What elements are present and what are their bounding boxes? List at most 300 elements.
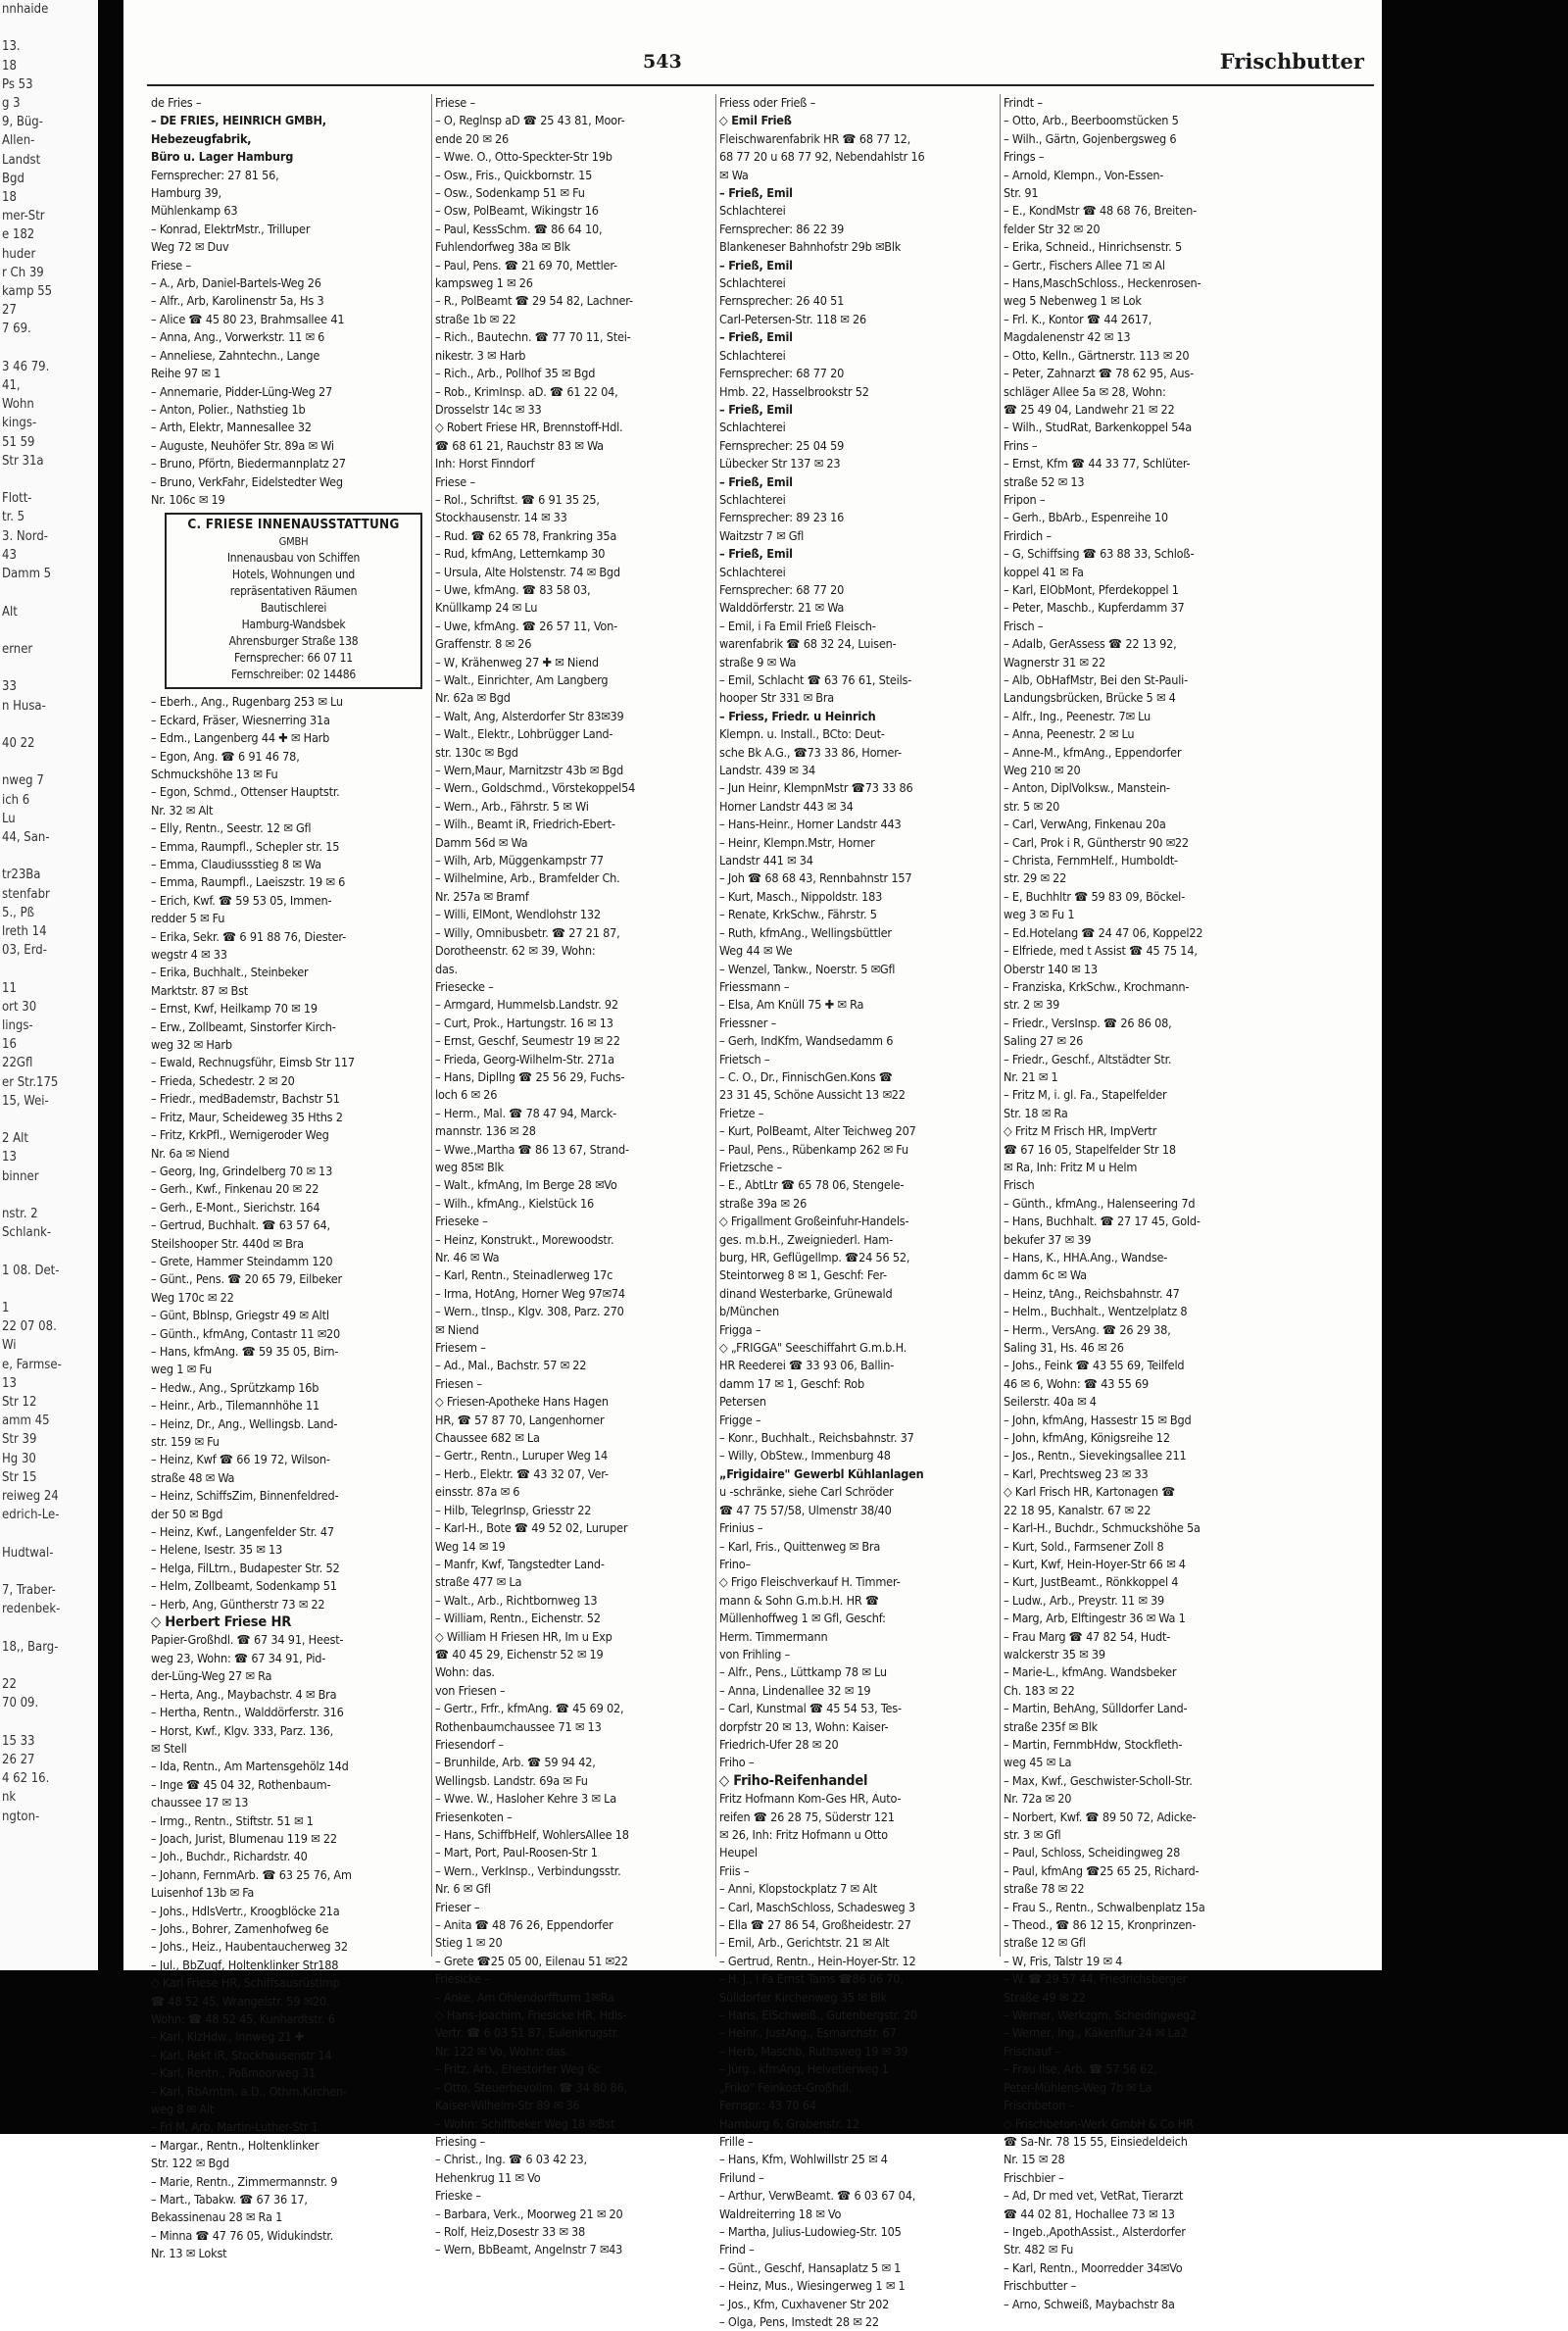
directory-entry-line: – Frau Ilse, Arb. ☎ 57 56 62, [1004,2061,1157,2077]
directory-entry-line: Saling 27 ✉ 26 [1004,1033,1084,1049]
directory-entry-line: – Alice ☎ 45 80 23, Brahmsallee 41 [151,311,345,326]
directory-column-4 [1004,94,1281,2311]
directory-entry-line: Landstr 441 ✉ 34 [719,853,813,868]
directory-entry-line: Heupel [719,1845,758,1860]
directory-entry-line: – Heinr., JustAng., Esmarchstr. 67 [719,2025,897,2041]
directory-entry-line: ◇ Friesen-Apotheke Hans Hagen [435,1394,609,1410]
directory-entry-line: Friess oder Frieß – [719,95,816,110]
directory-entry-line: Hmb. 22, Hasselbrookstr 52 [719,383,869,399]
directory-entry-line: Landungsbrücken, Brücke 5 ✉ 4 [1004,690,1176,706]
facing-page-text: 13 [2,1150,17,1166]
directory-entry-line: – Rich., Bautechn. ☎ 77 70 11, Stei- [435,329,631,345]
directory-entry-line: straße 52 ✉ 13 [1004,473,1085,489]
directory-entry-line: von Friesen – [435,1682,506,1698]
directory-entry-line: dinand Westerbarke, Grünewald [719,1285,893,1301]
directory-entry-line: Fernsprecher: 86 22 39 [719,221,845,236]
directory-entry-line: Saling 31, Hs. 46 ✉ 26 [1004,1340,1124,1356]
directory-entry-line: schläger Allee 5a ✉ 28, Wohn: [1004,383,1166,399]
directory-entry-line: – Anke, Am Ohlendorffturm 1✉Ra [435,1989,614,2005]
directory-entry-line: – Hans, Buchhalt. ☎ 27 17 45, Gold- [1004,1214,1200,1229]
scan-border-right [1382,0,1568,2134]
facing-page-text: 41, [2,378,21,394]
directory-entry-line: – Joh ☎ 68 68 43, Rennbahnstr 157 [719,870,912,886]
directory-entry-line: – Ed.Hotelang ☎ 24 47 06, Koppel22 [1004,924,1203,940]
directory-entry-line: – Herta, Ang., Maybachstr. 4 ✉ Bra [151,1686,337,1702]
directory-entry-line: Frischbeton – [1004,2098,1075,2113]
directory-entry-line: – Herb., Elektr. ☎ 43 32 07, Ver- [435,1465,609,1481]
directory-entry-line: – Rol., Schriftst. ☎ 6 91 35 25, [435,491,600,507]
facing-page-text [0,1524,98,1543]
facing-page-text: tr23Ba [2,868,41,883]
directory-entry-line: Frings – [1004,149,1045,165]
directory-entry-line: – Fritz, KrkPfl., Wernigeroder Weg [151,1127,329,1143]
directory-entry-line: – Günth., kfmAng., Halenseering 7d [1004,1195,1196,1211]
directory-entry-line: – Peter, Zahnarzt ☎ 78 62 95, Aus- [1004,366,1194,381]
facing-page-text: 7 69. [2,322,31,337]
facing-page-text [0,621,98,640]
directory-entry-line: – Karl, Rentn., Moorredder 34✉Vo [1004,2259,1183,2275]
directory-entry-line: ✉ Niend [435,1321,479,1337]
directory-entry-line: Nr. 122 ✉ Vo, Wohn: das. [435,2043,569,2058]
directory-entry-line: – Fritz M, i. gl. Fa., Stapelfelder [1004,1087,1167,1103]
directory-entry-line: felder Str 32 ✉ 20 [1004,221,1101,236]
advertisement-line: Hamburg-Wandsbek [241,618,346,632]
directory-entry-line: – Erika, Sekr. ☎ 6 91 88 76, Diester- [151,928,346,944]
directory-entry-line: ☎ 25 49 04, Landwehr 21 ✉ 22 [1004,401,1175,417]
facing-page-text: Lu [2,811,16,826]
directory-entry-line: – Mart., Tabakw. ☎ 67 36 17, [151,2192,308,2207]
facing-page-text: tr. 5 [2,510,25,525]
directory-entry-line: – Marie-L., kfmAng. Wandsbeker [1004,1664,1177,1680]
directory-entry-line: – Paul, kfmAng ☎25 65 25, Richard- [1004,1862,1200,1878]
directory-entry-line: – Helene, Isestr. 35 ✉ 13 [151,1542,282,1558]
advertisement-line: repräsentativen Räumen [229,584,358,599]
directory-entry-line: – Jürg., kfmAng, Helvetierweg 1 [719,2061,889,2077]
directory-entry-line: wegstr 4 ✉ 33 [151,947,227,963]
directory-entry-line: Fritz Hofmann Kom-Ges HR, Auto- [719,1791,902,1807]
directory-entry-line: weg 8 ✉ Alt [151,2102,215,2117]
directory-entry-line: Nr. 62a ✉ Bgd [435,690,511,706]
directory-entry-line: Nr. 21 ✉ 1 [1004,1068,1058,1084]
directory-entry-line: – H. J., i Fa Ernst Tams ☎86 06 70, [719,1971,904,1987]
directory-entry-line: Blankeneser Bahnhofstr 29b ✉Blk [719,239,902,255]
directory-column-3 [719,94,997,2329]
facing-page-text [0,19,98,37]
directory-entry-line: – Paul, Pens. ☎ 21 69 70, Mettler- [435,257,617,273]
facing-page-fragment [0,0,99,1970]
directory-entry-line: Fuhlendorfweg 38a ✉ Blk [435,239,571,255]
directory-entry-line: – Kurt, JustBeamt., Rönkkoppel 4 [1004,1574,1179,1590]
directory-entry-line: – Wilh., kfmAng., Kielstück 16 [435,1195,594,1211]
directory-entry-line: Seilerstr. 40a ✉ 4 [1004,1394,1097,1410]
facing-page-text: Str 12 [2,1395,37,1411]
directory-entry-line: – A., Arb, Daniel-Bartels-Weg 26 [151,275,321,291]
directory-entry-line: – Paul, Schloss, Scheidingweg 28 [1004,1845,1181,1860]
directory-entry-line: Wagnerstr 31 ✉ 22 [1004,654,1106,670]
directory-entry-line: Frind – [719,2242,755,2257]
directory-entry-line: Frischbutter – [1004,2278,1077,2294]
directory-entry-line: Frietsch – [719,1051,770,1066]
facing-page-text: ich 6 [2,792,30,808]
directory-entry-line: str. 5 ✉ 20 [1004,798,1060,814]
directory-entry-line: – W, Fris, Talstr 19 ✉ 4 [1004,1953,1123,1968]
directory-entry-line: – Franziska, KrkSchw., Krochmann- [1004,978,1190,994]
directory-entry-line: – Uwe, kfmAng. ☎ 26 57 11, Von- [435,618,618,633]
directory-entry-line: – Wwe. W., Hasloher Kehre 3 ✉ La [435,1791,616,1807]
directory-entry-line: – Frieß, Emil [719,185,793,201]
directory-entry-line: – Frau S., Rentn., Schwalbenplatz 15a [1004,1899,1205,1914]
directory-entry-line: loch 6 ✉ 26 [435,1087,498,1103]
directory-entry-line: Frieseke – [435,1214,488,1229]
directory-entry-line: Klempn. u. Install., BCto: Deut- [719,726,885,742]
directory-entry-line: str. 29 ✉ 22 [1004,870,1067,886]
facing-page-text: 15 33 [2,1733,35,1749]
directory-entry-line: – Elly, Rentn., Seestr. 12 ✉ Gfl [151,820,312,836]
directory-entry-line: ◇ William H Friesen HR, Im u Exp [435,1628,612,1644]
column-rule [1000,94,1001,1957]
facing-page-text [0,716,98,734]
directory-entry-line: ◇ Emil Frieß [719,113,792,128]
directory-entry-line: Straße 49 ✉ 22 [1004,1989,1086,2005]
directory-entry-line: straße 235f ✉ Blk [1004,1718,1099,1734]
directory-entry-line: – Johs., HdlsVertr., Kroogblöcke 21a [151,1903,340,1918]
directory-entry-line: – Olga, Pens, Imstedt 28 ✉ 22 [719,2313,879,2329]
directory-entry-line: – Anna, Lindenallee 32 ✉ 19 [719,1682,871,1698]
directory-entry-line: Horner Landstr 443 ✉ 34 [719,798,854,814]
facing-page-text: 3. Nord- [2,528,48,544]
directory-entry-line: Friesicke – [435,1971,490,1987]
directory-entry-line: Hebezeugfabrik, [151,130,252,146]
facing-page-text: 18 [2,190,17,206]
directory-entry-line: – Rob., KrimInsp. aD. ☎ 61 22 04, [435,383,618,399]
directory-entry-line: – Frieda, Schedestr. 2 ✉ 20 [151,1072,295,1088]
directory-entry-line: einsstr. 87a ✉ 6 [435,1484,520,1500]
directory-entry-line: – Arno, Schweiß, Maybachstr 8a [1004,2296,1175,2311]
directory-entry-line: – Carl, VerwAng, Finkenau 20a [1004,817,1166,832]
directory-entry-line: Hamburg 6, Grabenstr. 12 [719,2115,859,2131]
directory-entry-line: – Wilh., Beamt iR, Friedrich-Ebert- [435,817,615,832]
directory-entry-line: – Herb, Ang, Güntherstr 73 ✉ 22 [151,1596,325,1612]
facing-page-text [0,1657,98,1675]
directory-entry-line: – Gertrud, Rentn., Hein-Hoyer-Str. 12 [719,1953,916,1968]
directory-entry-line: straße 9 ✉ Wa [719,654,797,670]
directory-entry-line: – Bruno, VerkFahr, Eidelstedter Weg [151,473,343,489]
directory-entry-line: Luisenhof 13b ✉ Fa [151,1885,255,1901]
directory-entry-line: – Theod., ☎ 86 12 15, Kronprinzen- [1004,1917,1197,1933]
directory-entry-line: ◇ Karl Frisch HR, Kartonagen ☎ [1004,1484,1176,1500]
directory-entry-line: – Anna, Ang., Vorwerkstr. 11 ✉ 6 [151,329,325,345]
directory-entry-line: weg 32 ✉ Harb [151,1037,232,1053]
directory-entry-line: – Heinz, Kwf., Langenfelder Str. 47 [151,1524,334,1540]
directory-entry-line: – Friess, Friedr. u Heinrich [719,708,876,723]
facing-page-text: nstr. 2 [2,1207,38,1221]
directory-entry-line: – Johs., Bohrer, Zamenhofweg 6e [151,1920,329,1936]
facing-page-text: lings- [2,1017,33,1033]
directory-entry-line: – Gertr., Fischers Allee 71 ✉ Al [1004,257,1165,273]
directory-entry-line: – Egon, Schmd., Ottenser Hauptstr. [151,784,340,800]
facing-page-text: huder [2,246,36,262]
directory-entry-line: – Günt., Pens. ☎ 20 65 79, Eilbeker [151,1271,342,1287]
directory-entry-line: Chaussee 682 ✉ La [435,1430,540,1446]
directory-entry-line: – Ernst, Kwf, Heilkamp 70 ✉ 19 [151,1001,318,1017]
directory-entry-line: ◇ Karl Friese HR, Schiffsausrüstlmp [151,1975,340,1991]
directory-entry-line: b/München [719,1304,779,1319]
facing-page-text: Alt [2,604,18,620]
directory-entry-line: – Karl, KlzHdw., Innweg 21 ✚ [151,2029,305,2045]
directory-entry-line: Landstr. 439 ✉ 34 [719,763,815,778]
directory-entry-line: Friessmann – [719,978,790,994]
directory-entry-line: Reihe 97 ✉ 1 [151,366,221,381]
directory-entry-line: Schlachterei [719,564,786,579]
facing-page-text: 51 59 [2,434,35,450]
facing-page-text: 18,, Barg- [2,1639,59,1655]
directory-entry-line: Nr. 46 ✉ Wa [435,1250,500,1265]
directory-entry-line: – Otto, Arb., Beerboomstücken 5 [1004,113,1179,128]
directory-entry-line: Weg 170c ✉ 22 [151,1289,234,1305]
directory-entry-line: – Elfriede, med t Assist ☎ 45 75 14, [1004,943,1198,959]
directory-entry-line: – Inge ☎ 45 04 32, Rothenbaum- [151,1776,331,1792]
directory-entry-line: ende 20 ✉ 26 [435,130,510,146]
facing-page-text: 22 [2,1677,17,1693]
directory-entry-line: – Emma, Raumpfl., Schepler str. 15 [151,838,340,854]
directory-entry-line: „Friko" Feinkost-Großhdl. [719,2079,853,2095]
directory-entry-line: kampsweg 1 ✉ 26 [435,275,533,291]
directory-entry-line: – Frieß, Emil [719,473,793,489]
directory-entry-line: – Gerh., BbArb., Espenreihe 10 [1004,510,1168,525]
facing-page-text [0,1242,98,1261]
directory-entry-line: Knüllkamp 24 ✉ Lu [435,600,538,616]
directory-entry-line: – Herm., VersAng. ☎ 26 29 38, [1004,1321,1171,1337]
facing-page-text: e 182 [2,227,35,243]
directory-entry-line: ◇ Robert Friese HR, Brennstoff-Hdl. [435,420,623,435]
facing-page-text: 27 [2,303,17,319]
directory-entry-line: weg 85✉ Blk [435,1159,504,1174]
directory-entry-line: – Karl, RbAmtm. a.D., Othm.Kirchen- [151,2083,347,2099]
directory-page [123,0,1382,2329]
directory-entry-line: – Wilh, Arb, Müggenkampstr 77 [435,853,604,868]
directory-entry-line: – Hilb, TelegrInsp, Griesstr 22 [435,1502,592,1517]
facing-page-text: nk [2,1790,17,1806]
directory-entry-line: Nr. 32 ✉ Alt [151,802,214,818]
directory-entry-line: Fripon – [1004,491,1046,507]
directory-entry-line: – Elsa, Am Knüll 75 ✚ ✉ Ra [719,997,864,1013]
directory-entry-line: Frigga – [719,1321,761,1337]
directory-entry-line: – Karl, Prechtsweg 23 ✉ 33 [1004,1465,1149,1481]
directory-entry-line: – Ella ☎ 27 86 54, Großheidestr. 27 [719,1917,911,1933]
directory-entry-line: Herm. Timmermann [719,1628,828,1644]
directory-entry-line: – Wilh., StudRat, Barkenkoppel 54a [1004,420,1192,435]
directory-entry-line: Schlachterei [719,420,786,435]
facing-page-text: e, Farmse- [2,1357,62,1372]
directory-entry-line: – Friedr., medBademstr, Bachstr 51 [151,1091,340,1107]
directory-entry-line: – Kurt, Kwf, Hein-Hoyer-Str 66 ✉ 4 [1004,1556,1186,1571]
directory-entry-line: – Ruth, kfmAng., Wellingsbüttler [719,924,892,940]
facing-page-text: mer-Str [2,209,45,224]
directory-entry-line: Str. 18 ✉ Ra [1004,1105,1068,1120]
facing-page-text [0,753,98,771]
directory-entry-line: – Karl, ElObMont, Pferdekoppel 1 [1004,581,1179,597]
directory-entry-line: Frisch – [1004,618,1044,633]
facing-page-text: r Ch 39 [2,265,44,280]
directory-entry-line: – John, kfmAng, Königsreihe 12 [1004,1430,1170,1446]
directory-entry-line: Hamburg 39, [151,185,221,201]
directory-entry-line: Walddörferstr. 21 ✉ Wa [719,600,845,616]
directory-entry-line: str. 159 ✉ Fu [151,1434,220,1449]
directory-entry-line: – Hans, Kfm, Wohlwillstr 25 ✉ 4 [719,2152,888,2167]
advertisement-line: Innenausbau von Schiffen [226,551,361,566]
directory-entry-line: Nr. 15 ✉ 28 [1004,2152,1065,2167]
directory-entry-line: de Fries – [151,95,202,110]
facing-page-text: 44, San- [2,829,50,845]
directory-entry-line: – Konr., Buchhalt., Reichsbahnstr. 37 [719,1430,914,1446]
facing-page-text [0,1562,98,1581]
directory-entry-line: Frille – [719,2133,754,2149]
directory-entry-line: – Kurt, Masch., Nippoldstr. 183 [719,888,883,904]
facing-page-text: 7, Traber- [2,1583,56,1599]
directory-entry-line: straße 39a ✉ 26 [719,1195,808,1211]
directory-entry-line: – Karl-H., Buchdr., Schmuckshöhe 5a [1004,1520,1200,1536]
directory-entry-line: straße 78 ✉ 22 [1004,1881,1085,1897]
directory-entry-line: – Karl-H., Bote ☎ 49 52 02, Luruper [435,1520,628,1536]
directory-entry-line: 46 ✉ 6, Wohn: ☎ 43 55 69 [1004,1375,1150,1391]
facing-page-text: binner [2,1168,39,1184]
facing-page-text: amm 45 [2,1413,50,1429]
directory-entry-line: – Erw., Zollbeamt, Sinstorfer Kirch- [151,1018,336,1034]
directory-entry-line: – Rolf, Heiz,Dosestr 33 ✉ 38 [435,2223,586,2239]
facing-page-text: Str 39 [2,1432,37,1448]
directory-entry-line: Weg 72 ✉ Duv [151,239,229,255]
directory-entry-line: Ch. 183 ✉ 22 [1004,1682,1075,1698]
directory-entry-line: redder 5 ✉ Fu [151,911,225,926]
directory-entry-line: burg, HR, Geflügellmp. ☎24 56 52, [719,1250,910,1265]
directory-entry-line: – Hans, SchiffbHelf, WohlersAllee 18 [435,1827,629,1842]
directory-entry-line: – Günt., Geschf, Hansaplatz 5 ✉ 1 [719,2259,902,2275]
directory-entry-line: warenfabrik ☎ 68 32 24, Luisen- [719,636,897,652]
directory-entry-line: – Frieda, Georg-Wilhelm-Str. 271a [435,1051,614,1066]
facing-page-text: Bgd [2,171,24,186]
directory-entry-line: – Joh., Buchdr., Richardstr. 40 [151,1849,308,1864]
directory-entry-line: – Rud. ☎ 62 65 78, Frankring 35a [435,527,617,543]
directory-entry-line: – Hans, Dipllng ☎ 25 56 29, Fuchs- [435,1068,625,1084]
directory-entry-line: – Hans, ElSchweiß., Gutenbergstr. 20 [719,2008,917,2023]
directory-entry-line: – Adalb, GerAssess ☎ 22 13 92, [1004,636,1177,652]
directory-entry-line: Fernsprecher: 26 40 51 [719,293,845,309]
directory-entry-line: – Friedr., VersInsp. ☎ 26 86 08, [1004,1015,1172,1030]
facing-page-text: 33 [2,679,17,695]
directory-entry-line: 22 18 95, Kanalstr. 67 ✉ 22 [1004,1502,1152,1517]
directory-entry-line: – Werner, Werkzgm, Scheidingweg2 [1004,2008,1197,2023]
directory-entry-line: – Heinz, Konstrukt., Morewoodstr. [435,1231,614,1247]
directory-entry-line: – Arth, Elektr, Mannesallee 32 [151,420,312,435]
directory-entry-line: Magdalenenstr 42 ✉ 13 [1004,329,1131,345]
directory-entry-line: Weg 44 ✉ We [719,943,793,959]
facing-page-text: 03, Erd- [2,943,47,959]
directory-entry-line: – Heinz, Mus., Wiesingerweg 1 ✉ 1 [719,2278,906,2294]
directory-entry-line: weg 1 ✉ Fu [151,1362,212,1377]
directory-entry-line: – Minna ☎ 47 76 05, Widukindstr. [151,2227,334,2243]
directory-entry-line: Müllenhoffweg 1 ✉ Gfl, Geschf: [719,1611,886,1626]
facing-page-text: ngton- [2,1809,40,1824]
directory-entry-line: Frigge – [719,1412,761,1427]
directory-entry-line: – Helga, FilLtrn., Budapester Str. 52 [151,1560,340,1575]
directory-entry-line: – Jul., BbZugf, Holtenklinker Str188 [151,1957,339,1972]
facing-page-text: 15, Wei- [2,1093,49,1109]
directory-entry-line: – Willy, ObStew., Immenburg 48 [719,1448,891,1463]
facing-page-text: Ps 53 [2,76,33,92]
directory-entry-line: – Karl, Rentn., Poßmoorweg 31 [151,2065,316,2081]
directory-entry-line: – Carl, Prok i R, Güntherstr 90 ✉22 [1004,834,1189,850]
header-rule [147,84,1374,86]
facing-page-text [0,847,98,866]
directory-entry-line: – Walt., Einrichter, Am Langberg [435,672,609,687]
directory-entry-line: – O, Reglnsp aD ☎ 25 43 81, Moor- [435,113,625,128]
directory-entry-line: Nr. 257a ✉ Bramf [435,888,529,904]
directory-entry-line: – Ewald, Rechnugsführ, Eimsb Str 117 [151,1055,355,1070]
directory-entry-line: – Ludw., Arb., Preystr. 11 ✉ 39 [1004,1592,1165,1608]
advertisement-line: Fernsprecher: 66 07 11 [234,651,353,666]
directory-entry-line: ◇ Frischbeton-Werk GmbH & Co HR [1004,2115,1194,2131]
directory-entry-line: – Emil, Schlacht ☎ 63 76 61, Steils- [719,672,912,687]
column-rule [431,94,432,1957]
directory-entry-line: – Alb, ObHafMstr, Bei den St-Pauli- [1004,672,1189,687]
directory-entry-line: – Kurt, Sold., Farmsener Zoll 8 [1004,1538,1164,1554]
directory-entry-line: – Wern., tInsp., Klgv. 308, Parz. 270 [435,1304,624,1319]
directory-entry-line: – Gertrud, Buchhalt. ☎ 63 57 64, [151,1217,330,1233]
directory-entry-line: Frirdich – [1004,527,1052,543]
directory-entry-line: – Anni, Klopstockplatz 7 ✉ Alt [719,1881,877,1897]
directory-entry-line: Fleischwarenfabrik HR ☎ 68 77 12, [719,130,911,146]
directory-entry-line: – Willy, Omnibusbetr. ☎ 27 21 87, [435,924,620,940]
directory-entry-line: – Anna, Peenestr. 2 ✉ Lu [1004,726,1135,742]
directory-entry-line: Fernsprecher: 68 77 20 [719,581,845,597]
facing-page-text: n Husa- [2,698,46,714]
directory-entry-line: – Rich., Arb., Pollhof 35 ✉ Bgd [435,366,596,381]
directory-entry-line: – Rud, kfmAng, Letternkamp 30 [435,546,606,562]
directory-entry-line: Frilund – [719,2169,764,2185]
directory-entry-line: Stockhausenstr. 14 ✉ 33 [435,510,567,525]
directory-entry-line: – Wwe. O., Otto-Speckter-Str 19b [435,149,612,165]
facing-page-text: 22 07 08. [2,1319,57,1335]
directory-entry-line: hooper Str 331 ✉ Bra [719,690,835,706]
directory-entry-line: – Hans-Heinr., Horner Landstr 443 [719,817,902,832]
directory-entry-line: – Norbert, Kwf. ☎ 89 50 72, Adicke- [1004,1809,1197,1824]
directory-entry-line: Waldreiterring 18 ✉ Vo [719,2206,842,2221]
facing-page-text: 70 09. [2,1696,39,1711]
facing-page-text: nweg 7 [2,773,44,789]
directory-entry-line: – R., PolBeamt ☎ 29 54 82, Lachner- [435,293,633,309]
directory-entry-line: – Eberh., Ang., Rugenbarg 253 ✉ Lu [151,694,343,710]
directory-entry-line: walckerstr 35 ✉ 39 [1004,1646,1105,1661]
directory-entry-line: – Johann, FernmArb. ☎ 63 25 76, Am [151,1866,352,1882]
directory-entry-line: ☎ 67 16 05, Stapelfelder Str 18 [1004,1141,1176,1157]
directory-entry-line: – Alfr., Arb, Karolinenstr 5a, Hs 3 [151,293,324,309]
directory-entry-line: Frieske – [435,2188,481,2204]
directory-entry-line: koppel 41 ✉ Fa [1004,564,1084,579]
facing-page-text: kamp 55 [2,284,53,300]
directory-column-2 [435,94,712,2257]
directory-entry-line: Inh: Horst Finndorf [435,456,535,471]
directory-entry-line: – Ida, Rentn., Am Martensgehölz 14d [151,1759,349,1774]
directory-entry-line: – Walt., Elektr., Lohbrügger Land- [435,726,613,742]
directory-entry-line: – Emil, i Fa Emil Frieß Fleisch- [719,618,876,633]
directory-entry-line: ◇ Friho-Reifenhandel [719,1771,868,1789]
facing-page-text: kings- [2,416,37,431]
directory-entry-line: – Edm., Langenberg 44 ✚ ✉ Harb [151,730,330,746]
facing-page-text: Wohn [2,397,34,413]
directory-entry-line: Friese – [435,473,475,489]
advertisement-box [165,513,422,689]
directory-entry-line: Friesecke – [435,978,494,994]
